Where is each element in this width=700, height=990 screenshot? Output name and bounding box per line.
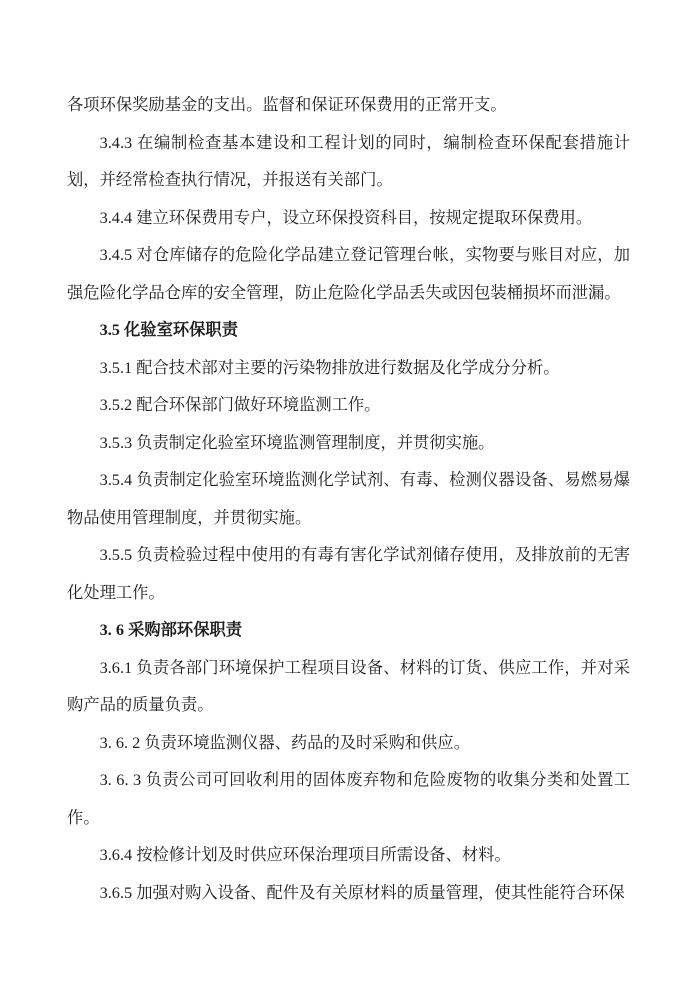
body-paragraph: 3.5.5 负责检验过程中使用的有毒有害化学试剂储存使用，及排放前的无害化处理工作。 bbox=[67, 545, 630, 602]
body-paragraph: 3. 6. 2 负责环境监测仪器、药品的及时采购和供应。 bbox=[99, 732, 470, 752]
body-paragraph: 3.6.5 加强对购入设备、配件及有关原材料的质量管理，使其性能符合环保 bbox=[99, 882, 625, 902]
body-paragraph: 3.4.5 对仓库储存的危险化学品建立登记管理台帐，实物要与账目对应，加强危险化学品仓库的安全管理，防止危险化学品丢失或因包装桶损坏而泄漏。 bbox=[67, 245, 630, 302]
body-paragraph: 各项环保奖励基金的支出。监督和保证环保费用的正常开支。 bbox=[67, 95, 507, 114]
body-paragraph: 3.5.4 负责制定化验室环境监测化学试剂、有毒、检测仪器设备、易燃易爆物品使用管理制度，并贯彻实施。 bbox=[67, 470, 630, 527]
body-paragraph: 3.5.3 负责制定化验室环境监测管理制度，并贯彻实施。 bbox=[99, 432, 495, 452]
body-paragraph: 3.5.2 配合环保部门做好环境监测工作。 bbox=[99, 395, 381, 414]
body-paragraph: 3.4.4 建立环保费用专户，设立环保投资科目，按规定提取环保费用。 bbox=[99, 207, 593, 227]
section-heading: 3. 6 采购部环保职责 bbox=[99, 620, 243, 639]
body-paragraph: 3.4.3 在编制检查基本建设和工程计划的同时，编制检查环保配套措施计划，并经常检查执行情况，并报送有关部门。 bbox=[67, 132, 630, 189]
section-heading: 3.5 化验室环保职责 bbox=[99, 320, 238, 339]
body-paragraph: 3.6.1 负责各部门环境保护工程项目设备、材料的订货、供应工作，并对采购产品的质量负责。 bbox=[67, 657, 630, 714]
body-paragraph: 3. 6. 3 负责公司可回收利用的固体废弃物和危险废物的收集分类和处置工作。 bbox=[67, 770, 630, 827]
body-paragraph: 3.5.1 配合技术部对主要的污染物排放进行数据及化学成分分析。 bbox=[99, 357, 560, 377]
body-paragraph: 3.6.4 按检修计划及时供应环保治理项目所需设备、材料。 bbox=[99, 845, 511, 864]
document-body bbox=[67, 86, 630, 911]
